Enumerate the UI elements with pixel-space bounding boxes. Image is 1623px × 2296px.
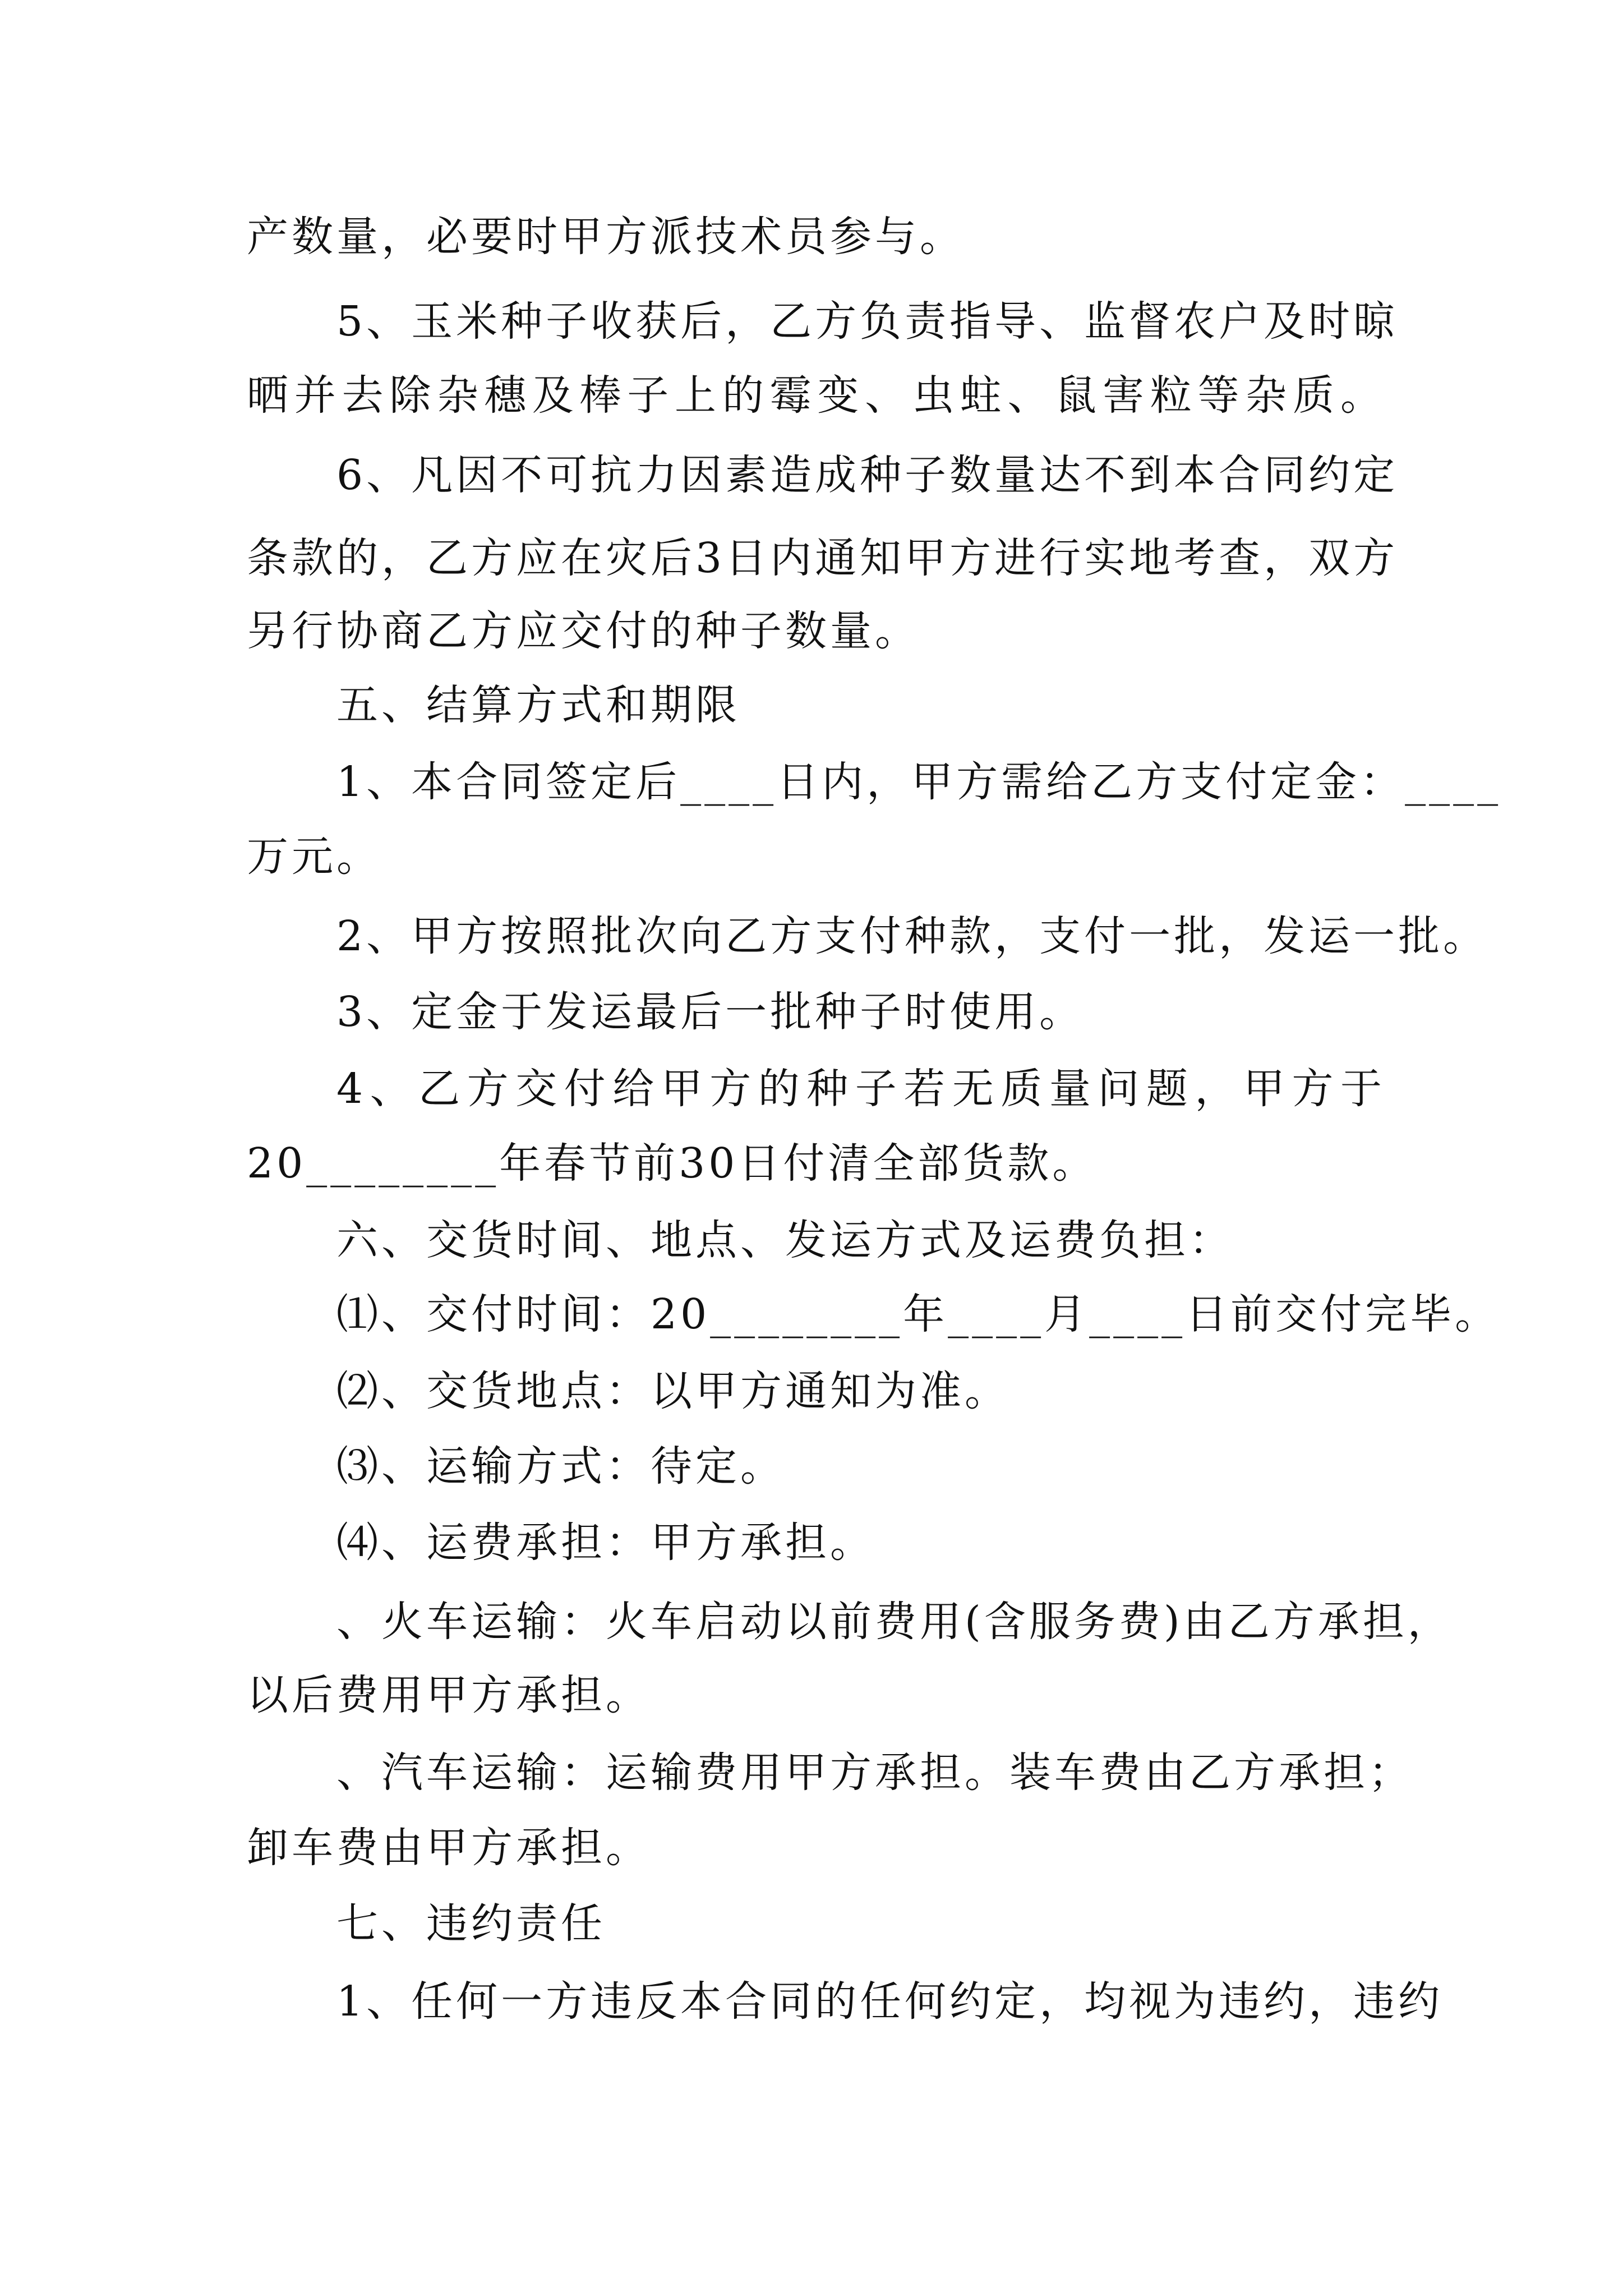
paragraph-line: 以后费用甲方承担。 bbox=[247, 1671, 651, 1719]
paragraph-line: 2、甲方按照批次向乙方支付种款，支付一批，发运一批。 bbox=[336, 912, 1488, 960]
paragraph-line: 3、定金于发运最后一批种子时使用。 bbox=[336, 988, 1085, 1036]
paragraph-line: 1、任何一方违反本合同的任何约定，均视为违约，违约 bbox=[336, 1977, 1444, 2026]
paragraph-line: ⑵、交货地点：以甲方通知为准。 bbox=[336, 1367, 1009, 1415]
section-heading: 五、结算方式和期限 bbox=[336, 681, 740, 729]
paragraph-line: ⑴、交付时间：20________年____月____日前交付完毕。 bbox=[336, 1290, 1500, 1338]
paragraph-line: 万元。 bbox=[247, 832, 381, 881]
paragraph-line: 另行协商乙方应交付的种子数量。 bbox=[247, 607, 920, 655]
paragraph-line: 、汽车运输：运输费用甲方承担。装车费由乙方承担； bbox=[336, 1749, 1413, 1797]
paragraph-line: 6、凡因不可抗力因素造成种子数量达不到本合同约定 bbox=[336, 451, 1399, 499]
paragraph-line: 产数量，必要时甲方派技术员参与。 bbox=[247, 213, 965, 261]
paragraph-line: 晒并去除杂穗及棒子上的霉变、虫蛀、鼠害粒等杂质。 bbox=[247, 371, 1385, 420]
paragraph-line: 20________年春节前30日付清全部货款。 bbox=[247, 1139, 1098, 1188]
paragraph-line: 条款的，乙方应在灾后3日内通知甲方进行实地考查，双方 bbox=[247, 534, 1399, 582]
paragraph-line: 4、乙方交付给甲方的种子若无质量问题，甲方于 bbox=[336, 1065, 1385, 1113]
section-heading: 七、违约责任 bbox=[336, 1899, 606, 1948]
paragraph-line: 、火车运输：火车启动以前费用(含服务费)由乙方承担， bbox=[336, 1598, 1453, 1646]
section-heading: 六、交货时间、地点、发运方式及运费负担： bbox=[336, 1216, 1234, 1264]
paragraph-line: 卸车费由甲方承担。 bbox=[247, 1824, 651, 1872]
paragraph-line: 5、玉米种子收获后，乙方负责指导、监督农户及时晾 bbox=[336, 297, 1399, 346]
paragraph-line: ⑶、运输方式：待定。 bbox=[336, 1442, 785, 1490]
paragraph-line: ⑷、运费承担：甲方承担。 bbox=[336, 1519, 875, 1567]
paragraph-line: 1、本合同签定后____日内，甲方需给乙方支付定金：____ bbox=[336, 758, 1502, 806]
